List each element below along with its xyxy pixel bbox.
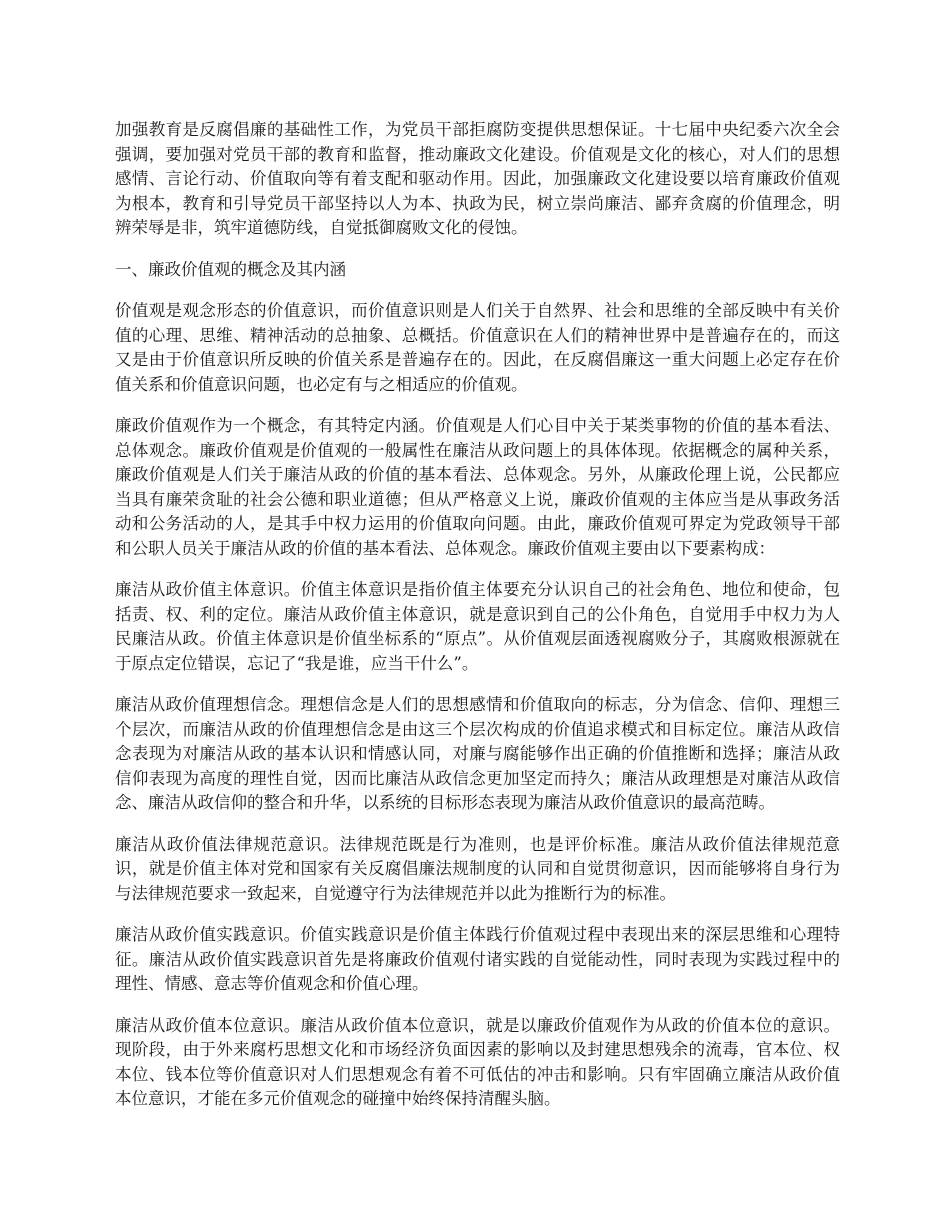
paragraph-legal-norms: 廉洁从政价值法律规范意识。法律规范既是行为准则，也是评价标准。廉洁从政价值法律规范意识，就是价值主体对党和国家有关反腐倡廉法规制度的认同和自觉贯彻意识，因而能够将自身行为与法律规范要求一致起来，自觉遵守行为法律规范并以此为推断行为的标准。	[115, 834, 840, 903]
paragraph-integrity-concept: 廉政价值观作为一个概念，有其特定内涵。价值观是人们心目中关于某类事物的价值的基本看法、总体观念。廉政价值观是价值观的一般属性在廉洁从政问题上的具体体现。依据概念的属种关系，廉政价值观是人们关于廉洁从政的价值的基本看法、总体观念。另外，从廉政伦理上说，公民都应当具有廉荣贪耻的社会公德和职业道德；但从严格意义上说，廉政价值观的主体应当是从事政务活动和公务活动的人，是其手中权力运用的价值取向问题。由此，廉政价值观可界定为党政领导干部和公职人员关于廉洁从政的价值的基本看法、总体观念。廉政价值观主要由以下要素构成：	[115, 416, 840, 558]
paragraph-subject-awareness: 廉洁从政价值主体意识。价值主体意识是指价值主体要充分认识自己的社会角色、地位和使命，包括责、权、利的定位。廉洁从政价值主体意识，就是意识到自己的公仆角色，自觉用手中权力为人民廉洁从政。价值主体意识是价值坐标系的“原点”。从价值观层面透视腐败分子，其腐败根源就在于原点定位错误，忘记了“我是谁，应当干什么”。	[115, 580, 840, 673]
section-heading: 一、廉政价值观的概念及其内涵	[115, 259, 346, 279]
paragraph-ideals-beliefs: 廉洁从政价值理想信念。理想信念是人们的思想感情和价值取向的标志，分为信念、信仰、理想三个层次，而廉洁从政的价值理想信念是由这三个层次构成的价值追求模式和目标定位。廉洁从政信念表现为对廉洁从政的基本认识和情感认同，对廉与腐能够作出正确的价值推断和选择；廉洁从政信仰表现为高度的理性自觉，因而比廉洁从政信念更加坚定而持久；廉洁从政理想是对廉洁从政信念、廉洁从政信仰的整合和升华，以系统的目标形态表现为廉洁从政价值意识的最高范畴。	[115, 695, 840, 812]
paragraph-value-concept: 价值观是观念形态的价值意识，而价值意识则是人们关于自然界、社会和思维的全部反映中有关价值的心理、思维、精神活动的总抽象、总概括。价值意识在人们的精神世界中是普遍存在的，而这又是由于价值意识所反映的价值关系是普遍存在的。因此，在反腐倡廉这一重大问题上必定存在价值关系和价值意识问题，也必定有与之相适应的价值观。	[115, 301, 840, 394]
paragraph-practice-awareness: 廉洁从政价值实践意识。价值实践意识是价值主体践行价值观过程中表现出来的深层思维和心理特征。廉洁从政价值实践意识首先是将廉政价值观付诸实践的自觉能动性，同时表现为实践过程中的理性、情感、意志等价值观念和价值心理。	[115, 925, 840, 993]
intro-paragraph: 加强教育是反腐倡廉的基础性工作，为党员干部拒腐防变提供思想保证。十七届中央纪委六次全会强调，要加强对党员干部的教育和监督，推动廉政文化建设。价值观是文化的核心，对人们的思想感情、言论行动、价值取向等有着支配和驱动作用。因此，加强廉政文化建设要以培育廉政价值观为根本，教育和引导党员干部坚持以人为本、执政为民，树立崇尚廉洁、鄙弃贪腐的价值理念，明辨荣辱是非，筑牢道德防线，自觉抵御腐败文化的侵蚀。	[115, 120, 840, 237]
paragraph-standard-awareness: 廉洁从政价值本位意识。廉洁从政价值本位意识，就是以廉政价值观作为从政的价值本位的意识。现阶段，由于外来腐朽思想文化和市场经济负面因素的影响以及封建思想残余的流毒，官本位、权本位、钱本位等价值意识对人们思想观念有着不可低估的冲击和影响。只有牢固确立廉洁从政价值本位意识，才能在多元价值观念的碰撞中始终保持清醒头脑。	[115, 1015, 840, 1108]
document-body	[115, 118, 840, 1129]
